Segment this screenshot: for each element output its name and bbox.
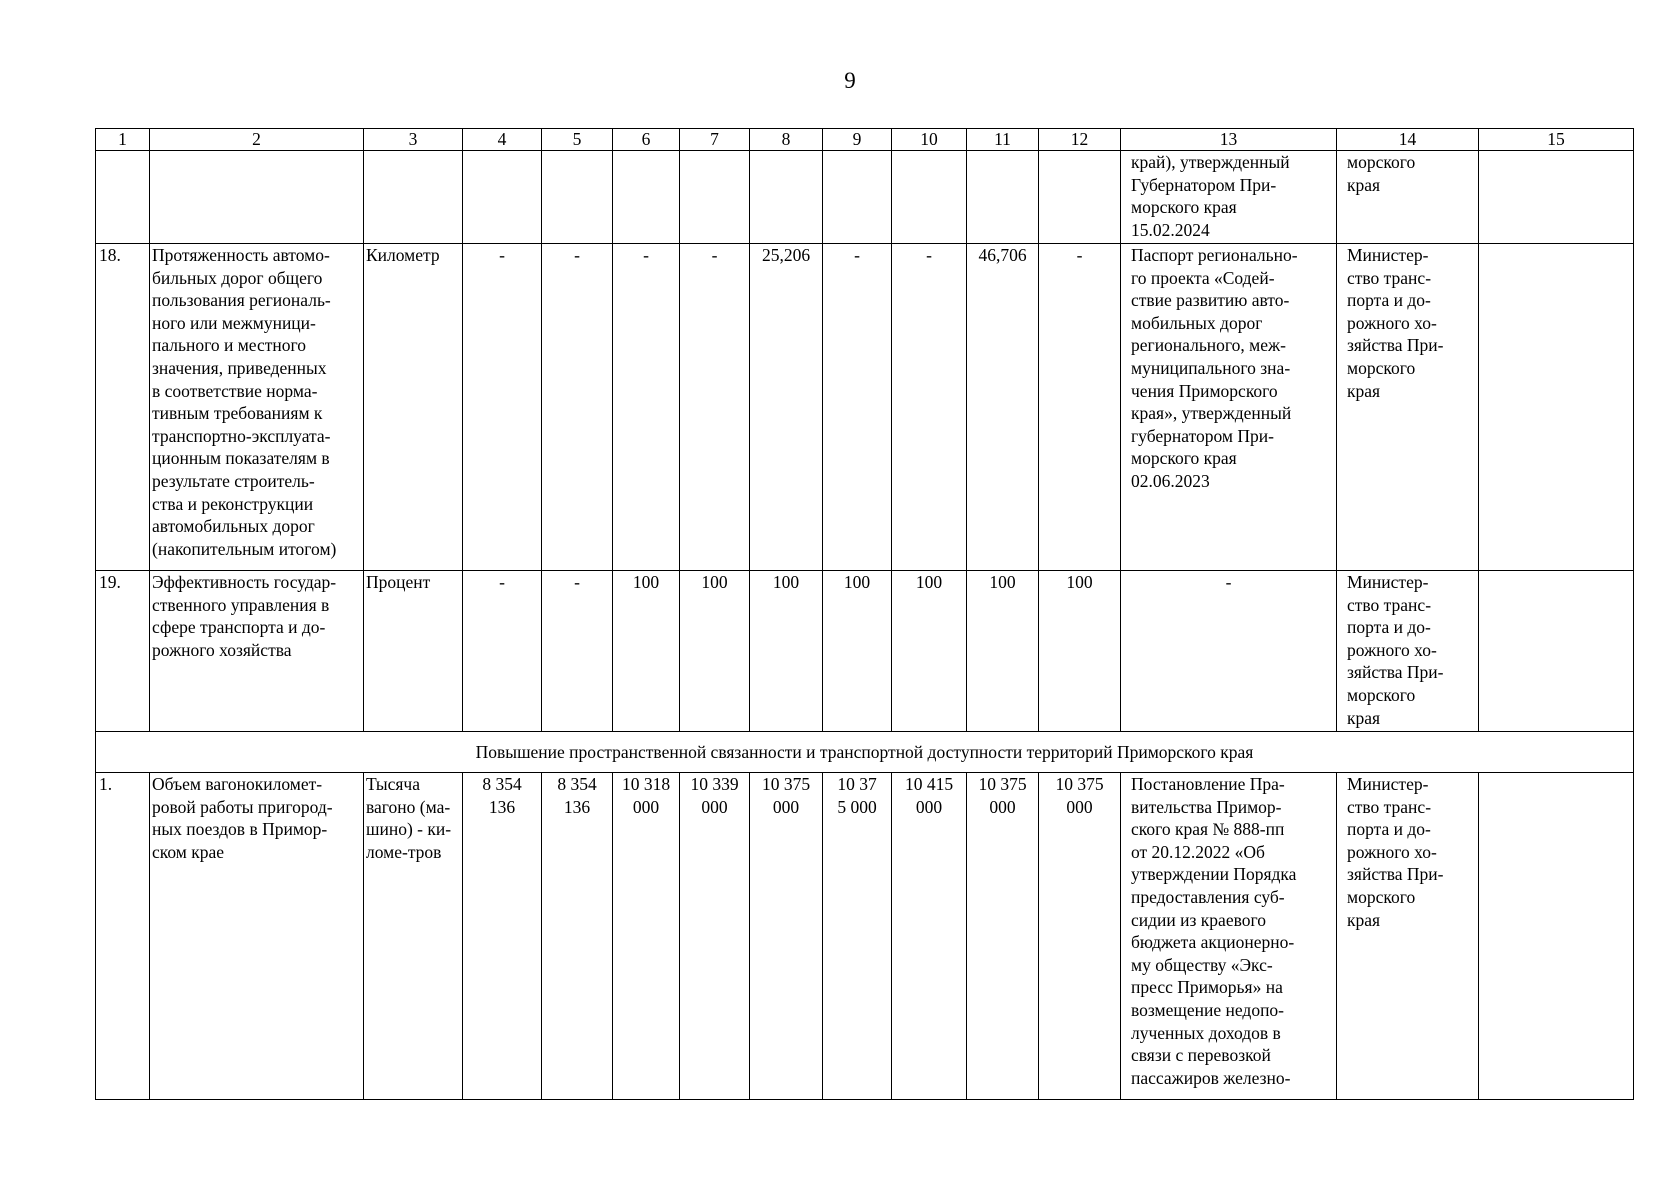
indicators-table	[95, 128, 1634, 1100]
cell-value: -	[1039, 244, 1121, 571]
cell-value: -	[542, 244, 613, 571]
cell-value: 10 375 000	[1039, 773, 1121, 1100]
column-header: 1	[96, 129, 150, 151]
column-header: 14	[1337, 129, 1479, 151]
cell-value: 100	[823, 571, 892, 732]
cell-responsible: Министер- ство транс- порта и до- рожного хо- зяйства При- морского края	[1337, 244, 1479, 571]
cell-value: 100	[1039, 571, 1121, 732]
cell-indicator-name: Эффективность государ- ственного управления в сфере транспорта и до- рожного хозяйства	[150, 571, 364, 732]
cell-source-document: Паспорт регионально- го проекта «Содей- ствие развитию авто- мобильных дорог регионального, меж- муниципального зна- чения Приморского края», утвержденный губернатором При- морского края 02.06.2023	[1121, 244, 1337, 571]
cell-source-document: край), утвержденный Губернатором При- морского края 15.02.2024	[1121, 151, 1337, 244]
cell-empty	[1039, 151, 1121, 244]
cell-responsible: Министер- ство транс- порта и до- рожного хо- зяйства При- морского края	[1337, 773, 1479, 1100]
table-row-18	[96, 244, 1634, 571]
cell-empty	[1479, 773, 1634, 1100]
cell-empty	[680, 151, 750, 244]
cell-value: -	[463, 571, 542, 732]
cell-value: 46,706	[967, 244, 1039, 571]
column-header: 12	[1039, 129, 1121, 151]
column-header: 6	[613, 129, 680, 151]
cell-value: 10 339 000	[680, 773, 750, 1100]
cell-empty	[823, 151, 892, 244]
column-header: 15	[1479, 129, 1634, 151]
column-header: 10	[892, 129, 967, 151]
cell-empty	[750, 151, 823, 244]
cell-empty	[1479, 151, 1634, 244]
cell-value: -	[823, 244, 892, 571]
table-row-19	[96, 571, 1634, 732]
table-row-1	[96, 773, 1634, 1100]
section-title: Повышение пространственной связанности и транспортной доступности территорий Приморского края	[96, 732, 1634, 773]
cell-value: 10 37 5 000	[823, 773, 892, 1100]
cell-value: 100	[892, 571, 967, 732]
cell-empty	[542, 151, 613, 244]
column-header: 3	[364, 129, 463, 151]
cell-empty	[967, 151, 1039, 244]
column-number-header-row	[96, 129, 1634, 151]
column-header: 9	[823, 129, 892, 151]
cell-empty	[1479, 244, 1634, 571]
cell-unit: Километр	[364, 244, 463, 571]
column-header: 13	[1121, 129, 1337, 151]
cell-unit: Процент	[364, 571, 463, 732]
cell-value: 100	[680, 571, 750, 732]
cell-empty	[892, 151, 967, 244]
cell-empty	[1479, 571, 1634, 732]
cell-value: 10 318 000	[613, 773, 680, 1100]
cell-responsible: морского края	[1337, 151, 1479, 244]
cell-value: -	[613, 244, 680, 571]
cell-value: 100	[750, 571, 823, 732]
cell-row-number: 1.	[96, 773, 150, 1100]
cell-source-document: -	[1121, 571, 1337, 732]
cell-row-number: 18.	[96, 244, 150, 571]
section-header-row	[96, 732, 1634, 773]
cell-indicator-name: Протяженность автомо- бильных дорог общего пользования региональ- ного или межмуници- пального и местного значения, приведенных в соответствие норма- тивным требованиям к транспортно-эксплуата- ционным показателям в результате строитель- ства и реконструкции автомобильных дорог (накопительным итогом)	[150, 244, 364, 571]
column-header: 8	[750, 129, 823, 151]
cell-value: 100	[613, 571, 680, 732]
cell-value: 10 375 000	[967, 773, 1039, 1100]
table-row-continuation	[96, 151, 1634, 244]
cell-value: -	[463, 244, 542, 571]
cell-value: 10 375 000	[750, 773, 823, 1100]
column-header: 7	[680, 129, 750, 151]
cell-value: -	[680, 244, 750, 571]
cell-empty	[150, 151, 364, 244]
cell-empty	[96, 151, 150, 244]
column-header: 4	[463, 129, 542, 151]
cell-source-document: Постановление Пра- вительства Примор- ского края № 888-пп от 20.12.2022 «Об утверждении Порядка предоставления суб- сидии из краевого бюджета акционерно- му обществу «Экс- пресс Приморья» на возмещение недопо- лученных доходов в связи с перевозкой пассажиров железно-	[1121, 773, 1337, 1100]
cell-empty	[364, 151, 463, 244]
cell-indicator-name: Объем вагонокиломет- ровой работы пригород- ных поездов в Примор- ском крае	[150, 773, 364, 1100]
cell-unit: Тысяча вагоно (ма- шино) - ки- ломе-тров	[364, 773, 463, 1100]
column-header: 5	[542, 129, 613, 151]
cell-row-number: 19.	[96, 571, 150, 732]
page-number: 9	[844, 68, 856, 93]
cell-responsible: Министер- ство транс- порта и до- рожного хо- зяйства При- морского края	[1337, 571, 1479, 732]
column-header: 11	[967, 129, 1039, 151]
cell-value: 100	[967, 571, 1039, 732]
cell-value: 8 354 136	[463, 773, 542, 1100]
cell-value: -	[542, 571, 613, 732]
cell-value: 8 354 136	[542, 773, 613, 1100]
cell-value: -	[892, 244, 967, 571]
cell-value: 25,206	[750, 244, 823, 571]
cell-empty	[463, 151, 542, 244]
cell-empty	[613, 151, 680, 244]
column-header: 2	[150, 129, 364, 151]
cell-value: 10 415 000	[892, 773, 967, 1100]
